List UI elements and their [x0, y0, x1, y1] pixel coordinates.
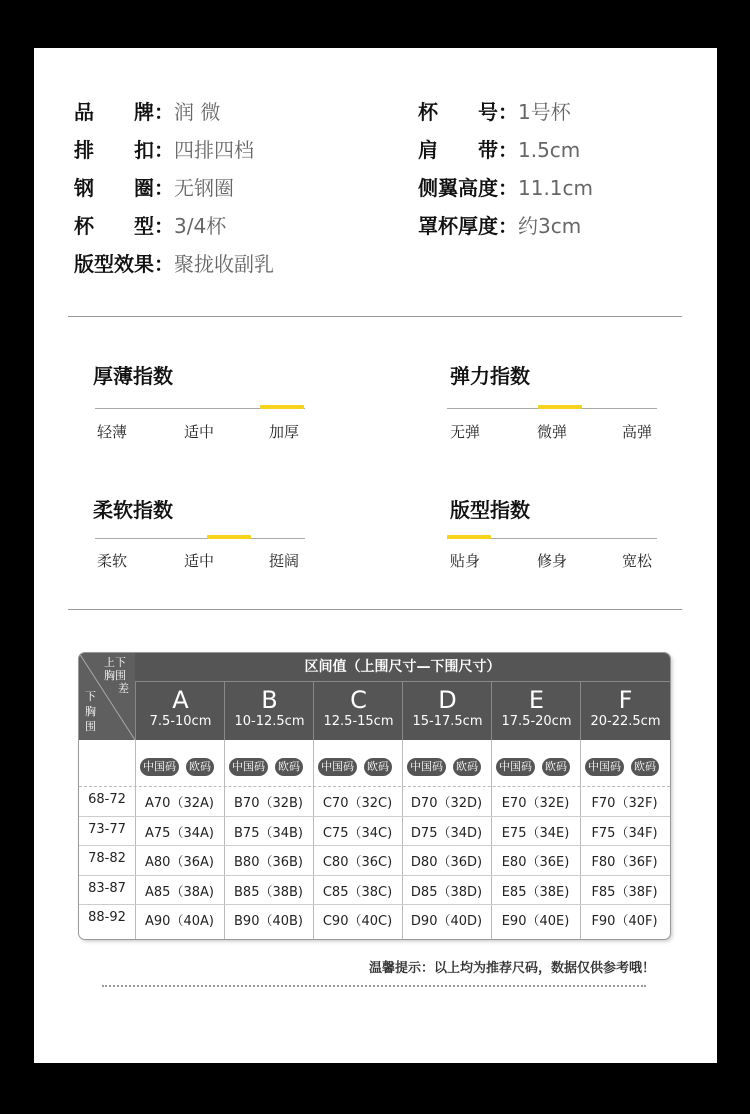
cup-letter: E	[528, 686, 545, 714]
size-cell: B75（34B)	[234, 825, 303, 841]
spec-value: 润 微	[174, 100, 221, 124]
cup-range: 20-22.5cm	[590, 714, 661, 729]
index-marker	[260, 405, 304, 409]
spec-label: 罩杯厚度：	[418, 214, 518, 238]
size-cell: F80（36F)	[591, 855, 658, 870]
size-cell: C90（40C)	[322, 914, 393, 929]
cn-size-badge: 中国码	[496, 758, 535, 776]
size-cell: B80（36B)	[234, 855, 303, 870]
spec-clasp	[74, 138, 254, 162]
index-level: 宽松	[622, 552, 653, 570]
size-cell: D80（36D)	[410, 855, 483, 870]
underbust-cell: 83-87	[88, 880, 126, 896]
size-cell: C75（34C)	[322, 825, 393, 841]
column-header	[580, 682, 670, 740]
index-marker	[207, 535, 251, 539]
index-level: 柔软	[97, 552, 128, 570]
size-cell: C70（32C)	[322, 796, 393, 811]
index-level: 高弹	[622, 423, 653, 441]
spec-label: 杯 型：	[74, 214, 174, 238]
corner-text: 差	[118, 682, 129, 695]
column-header	[224, 682, 314, 740]
column-header	[491, 682, 581, 740]
cup-letter: A	[172, 686, 189, 714]
index-track	[95, 538, 305, 539]
index-title: 厚薄指数	[93, 364, 173, 388]
cn-size-badge: 中国码	[407, 758, 446, 776]
index-level: 贴身	[450, 552, 481, 570]
index-marker	[538, 405, 582, 409]
spec-value: 1号杯	[518, 100, 571, 124]
corner-text: 上下	[104, 656, 126, 669]
spec-label: 杯 号：	[418, 100, 518, 124]
spec-wing-height	[418, 176, 593, 200]
size-cell: E90（40E)	[501, 914, 570, 929]
cn-size-badge: 中国码	[229, 758, 268, 776]
size-cell: A80（36A)	[145, 855, 214, 870]
index-level: 挺阔	[269, 552, 300, 570]
size-cell: C80（36C)	[322, 855, 393, 870]
eu-size-badge: 欧码	[542, 758, 570, 776]
column-header	[313, 682, 403, 740]
spec-value: 3/4杯	[174, 214, 227, 238]
eu-size-badge: 欧码	[364, 758, 392, 776]
eu-size-badge: 欧码	[453, 758, 481, 776]
index-level: 适中	[184, 552, 215, 570]
cn-size-badge: 中国码	[140, 758, 179, 776]
corner-text: 胸	[85, 705, 96, 718]
spec-value: 1.5cm	[518, 138, 581, 162]
size-cell: B90（40B)	[234, 914, 303, 929]
cup-range: 7.5-10cm	[149, 714, 212, 729]
spec-strap	[418, 138, 580, 162]
eu-size-badge: 欧码	[631, 758, 659, 776]
row-divider	[79, 904, 670, 905]
spec-value: 无钢圈	[174, 176, 234, 200]
size-cell: E85（38E)	[501, 884, 570, 900]
spec-label: 钢 圈：	[74, 176, 174, 200]
underbust-cell: 68-72	[88, 792, 126, 807]
size-cell: D70（32D)	[410, 796, 483, 811]
corner-text: 围	[85, 720, 96, 733]
cup-letter: D	[438, 686, 457, 714]
size-table	[79, 653, 670, 939]
spec-brand	[74, 100, 220, 124]
index-marker	[447, 535, 491, 539]
index-level: 修身	[537, 552, 568, 570]
size-cell: A90（40A)	[145, 914, 214, 929]
table-corner	[79, 653, 135, 740]
index-level: 适中	[184, 423, 215, 441]
spec-label: 侧翼高度：	[418, 176, 518, 200]
size-note: 温馨提示：以上均为推荐尺码，数据仅供参考哦！	[368, 961, 655, 976]
row-divider	[79, 816, 670, 817]
spec-underwire	[74, 176, 234, 200]
size-cell: A75（34A)	[145, 825, 214, 841]
corner-bottom-label	[85, 689, 96, 734]
size-cell: A70（32A)	[145, 796, 214, 811]
cup-range: 15-17.5cm	[412, 714, 483, 729]
corner-text: 下	[85, 690, 96, 703]
eu-size-badge: 欧码	[186, 758, 214, 776]
header-divider	[79, 786, 670, 787]
row-divider	[79, 875, 670, 876]
index-title: 版型指数	[450, 498, 530, 522]
spec-value: 聚拢收副乳	[174, 252, 274, 276]
index-level: 轻薄	[97, 423, 128, 441]
cup-letter: C	[350, 686, 367, 714]
underbust-cell: 88-92	[88, 910, 126, 925]
size-cell: F85（38F)	[591, 884, 658, 900]
spec-label: 版型效果：	[74, 252, 174, 276]
size-cell: A85（38A)	[145, 884, 214, 900]
divider	[68, 316, 682, 317]
spec-label: 肩 带：	[418, 138, 518, 162]
spec-cup-type	[74, 214, 226, 238]
cn-size-badge: 中国码	[585, 758, 624, 776]
range-title: 区间值（上围尺寸—下围尺寸）	[135, 653, 670, 682]
cup-letter: F	[618, 686, 633, 714]
index-title: 弹力指数	[450, 364, 530, 388]
cup-range: 10-12.5cm	[234, 714, 305, 729]
index-title: 柔软指数	[93, 498, 173, 522]
cup-letter: B	[261, 686, 278, 714]
spec-cup-thickness	[418, 214, 581, 238]
spec-value: 11.1cm	[518, 176, 594, 200]
dotted-divider	[102, 985, 646, 987]
cn-size-badge: 中国码	[318, 758, 357, 776]
corner-text: 胸围	[104, 669, 126, 682]
column-header	[135, 682, 225, 740]
spec-effect	[74, 252, 274, 276]
size-cell: F75（34F)	[591, 825, 658, 841]
size-cell: E75（34E)	[501, 825, 570, 841]
underbust-cell: 73-77	[88, 821, 126, 837]
eu-size-badge: 欧码	[275, 758, 303, 776]
row-divider	[79, 845, 670, 846]
size-cell: D75（34D)	[410, 825, 483, 841]
size-cell: E80（36E)	[501, 855, 570, 870]
size-cell: F70（32F)	[591, 796, 658, 811]
size-cell: B70（32B)	[234, 796, 303, 811]
index-level: 无弹	[450, 423, 481, 441]
corner-top-label	[104, 656, 129, 695]
size-cell: D90（40D)	[410, 914, 483, 929]
spec-cup-number	[418, 100, 571, 124]
column-header	[402, 682, 492, 740]
cup-range: 17.5-20cm	[501, 714, 572, 729]
size-cell: D85（38D)	[410, 884, 483, 900]
cup-range: 12.5-15cm	[323, 714, 394, 729]
size-cell: C85（38C)	[322, 884, 393, 900]
spec-value: 约3cm	[518, 214, 582, 238]
size-cell: B85（38B)	[234, 884, 303, 900]
underbust-cell: 78-82	[88, 851, 126, 866]
spec-value: 四排四档	[174, 138, 254, 162]
spec-label: 品 牌：	[74, 100, 174, 124]
index-level: 加厚	[269, 423, 300, 441]
size-cell: E70（32E)	[501, 796, 570, 811]
spec-label: 排 扣：	[74, 138, 174, 162]
index-level: 微弹	[537, 423, 568, 441]
size-cell: F90（40F)	[591, 914, 658, 929]
divider	[68, 609, 682, 610]
